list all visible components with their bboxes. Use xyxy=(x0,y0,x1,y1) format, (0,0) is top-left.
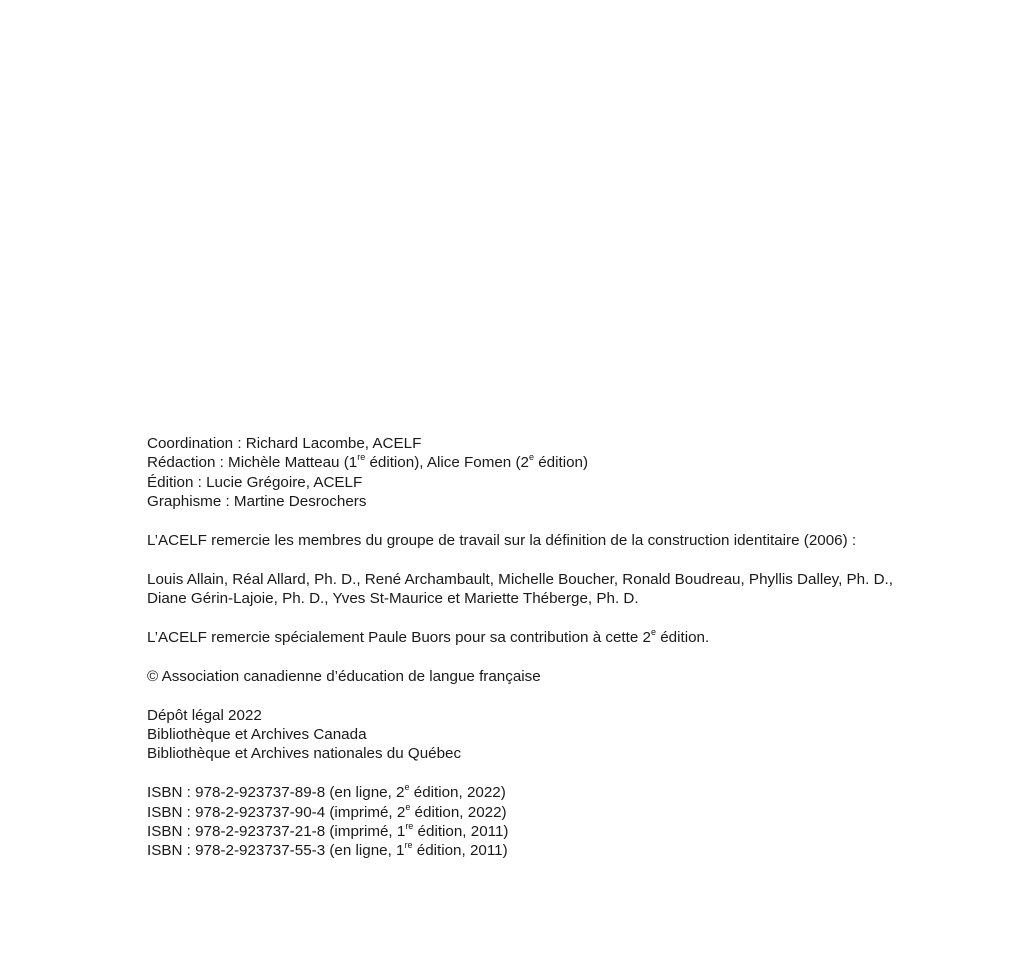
isbn-text-2: édition, 2011) xyxy=(413,823,509,841)
redaction-text-3: édition) xyxy=(534,454,589,472)
isbn-text-2: édition, 2022) xyxy=(410,803,507,821)
copyright-text: © Association canadienne d’éducation de langue française xyxy=(147,667,541,685)
working-group-line-2: Diane Gérin-Lajoie, Ph. D., Yves St-Maurice et Mariette Théberge, Ph. D. xyxy=(147,590,639,608)
working-group-list xyxy=(147,570,967,609)
thanks-intro xyxy=(147,531,967,550)
isbn-text-1: ISBN : 978-2-923737-55-3 (en ligne, 1 xyxy=(147,842,405,860)
isbn-text-1: ISBN : 978-2-923737-21-8 (imprimé, 1 xyxy=(147,823,406,841)
legal-deposit-year: Dépôt légal 2022 xyxy=(147,706,262,724)
special-thanks xyxy=(147,628,967,647)
isbn-text-1: ISBN : 978-2-923737-89-8 (en ligne, 2 xyxy=(147,784,405,802)
special-thanks-text-1: L’ACELF remercie spécialement Paule Buors pour sa contribution à cette 2 xyxy=(147,629,651,647)
redaction-text-2: édition), Alice Fomen (2 xyxy=(365,454,529,472)
superscript-ordinal: e xyxy=(405,801,411,812)
superscript-ordinal: e xyxy=(404,782,410,793)
isbn-line xyxy=(147,783,967,802)
superscript-ordinal: e xyxy=(650,626,656,637)
legal-deposit xyxy=(147,706,967,764)
thanks-intro-text: L’ACELF remercie les membres du groupe de travail sur la définition de la construction identitaire (2006) : xyxy=(147,532,857,550)
library-archives-quebec: Bibliothèque et Archives nationales du Québec xyxy=(147,745,462,763)
special-thanks-text-2: édition. xyxy=(656,629,710,647)
credits-page xyxy=(147,434,967,861)
isbn-line xyxy=(147,841,967,860)
staff-credits xyxy=(147,434,967,512)
working-group-line-1: Louis Allain, Réal Allard, Ph. D., René Archambault, Michelle Boucher, Ronald Boudreau, Phyllis Dalley, Ph. D., xyxy=(147,570,893,588)
isbn-text-2: édition, 2022) xyxy=(409,784,506,802)
superscript-ordinal: re xyxy=(357,452,366,463)
copyright-notice xyxy=(147,667,967,686)
isbn-line xyxy=(147,822,967,841)
superscript-ordinal: e xyxy=(528,452,534,463)
library-archives-canada: Bibliothèque et Archives Canada xyxy=(147,726,367,744)
isbn-text-1: ISBN : 978-2-923737-90-4 (imprimé, 2 xyxy=(147,803,406,821)
coordination-line: Coordination : Richard Lacombe, ACELF xyxy=(147,435,422,452)
isbn-line xyxy=(147,803,967,822)
special-thanks-text xyxy=(147,628,967,647)
superscript-ordinal: re xyxy=(405,820,414,831)
redaction-line xyxy=(147,453,967,472)
superscript-ordinal: re xyxy=(404,840,413,851)
redaction-text-1: Rédaction : Michèle Matteau (1 xyxy=(147,454,358,472)
graphisme-line: Graphisme : Martine Desrochers xyxy=(147,493,367,511)
isbn-text-2: édition, 2011) xyxy=(412,842,508,860)
edition-line: Édition : Lucie Grégoire, ACELF xyxy=(147,473,363,491)
isbn-list xyxy=(147,783,967,861)
